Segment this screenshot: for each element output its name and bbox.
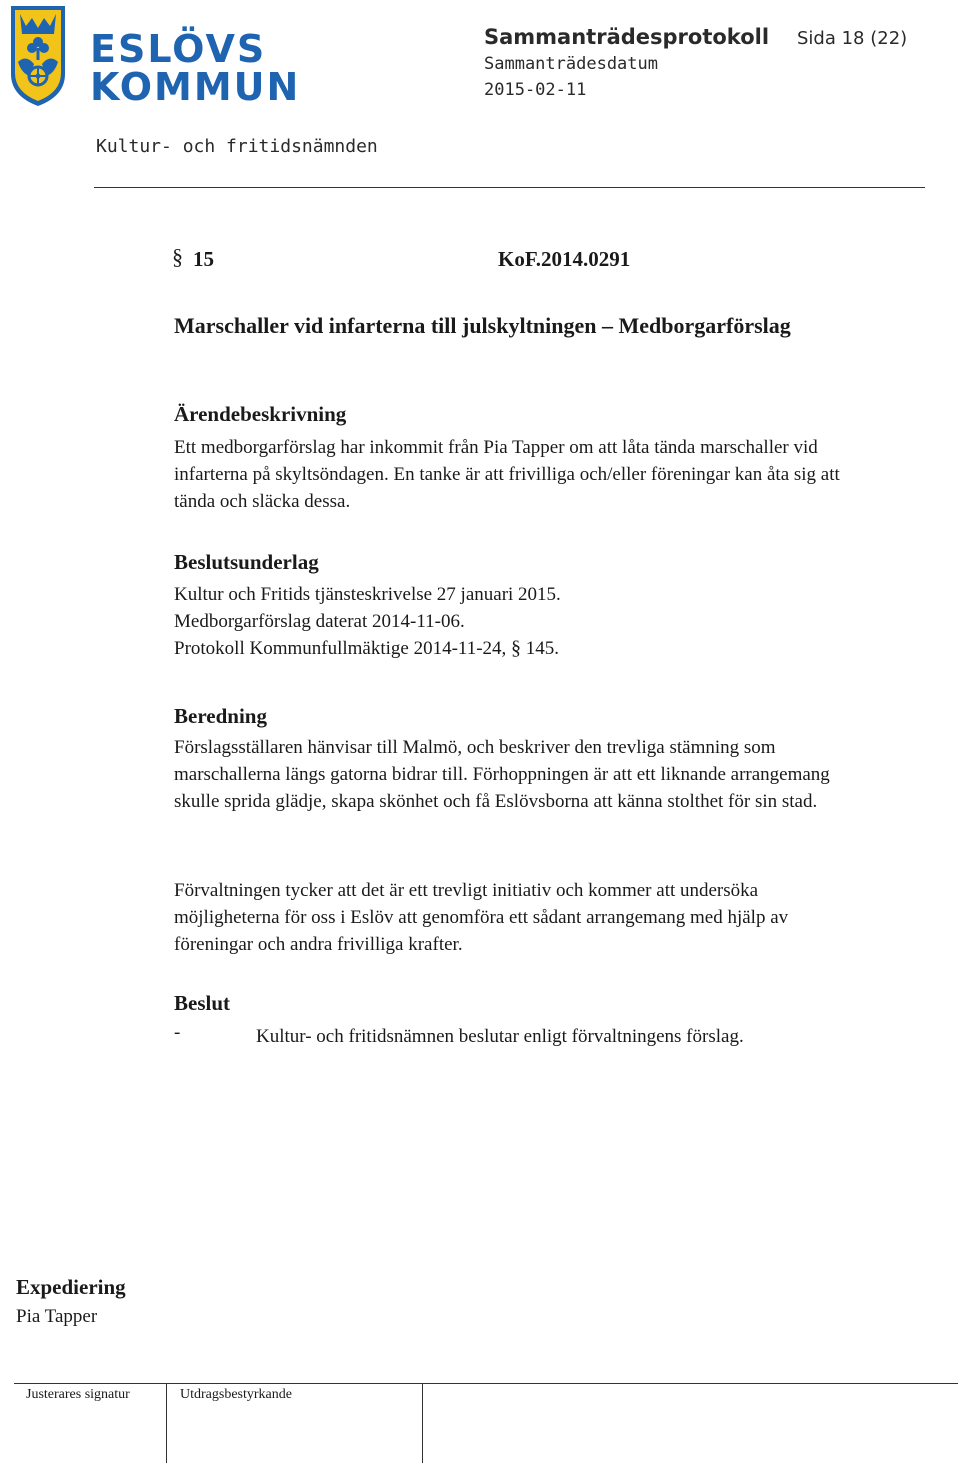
- meeting-date-value: 2015-02-11: [484, 80, 587, 100]
- section-text-beredning-2: Förvaltningen tycker att det är ett trevligt initiativ och kommer att undersöka möjligheterna för oss i Eslöv att genomföra ett sådant arrangemang med hjälp av föreningar och andra frivilliga krafter.: [174, 880, 789, 955]
- section-text-arendebeskrivning: Ett medborgarförslag har inkommit från Pia Tapper om att låta tända marschaller vid infarterna på skyltsöndagen. En tanke är att frivilliga och/eller föreningar kan åta sig att tända och släcka dessa.: [174, 437, 840, 512]
- paragraph-sign: §: [172, 244, 183, 269]
- meeting-date-label: Sammanträdesdatum: [484, 54, 658, 74]
- reference-line: Medborgarförslag daterat 2014-11-06.: [174, 611, 465, 632]
- section-heading-beslutsunderlag: Beslutsunderlag: [174, 550, 319, 574]
- footer-column-divider: [166, 1383, 167, 1463]
- reference-line: [174, 635, 854, 662]
- section-list-beslutsunderlag: [174, 581, 854, 662]
- footer-column-divider: [422, 1383, 423, 1463]
- section-heading-beslut: Beslut: [174, 991, 231, 1015]
- paragraph-sign: §: [511, 637, 522, 659]
- brand-wordmark: [90, 27, 301, 109]
- section-heading-expediering: Expediering: [16, 1275, 126, 1299]
- case-number: KoF.2014.0291: [498, 247, 631, 271]
- header-divider: [94, 187, 925, 188]
- section-heading-arendebeskrivning: Ärendebeskrivning: [174, 402, 347, 426]
- reference-text: Protokoll Kommunfullmäktige 2014-11-24,: [174, 638, 507, 659]
- page-number: Sida 18 (22): [797, 28, 908, 49]
- brand-line-1: ESLÖVS: [90, 27, 267, 71]
- brand-line-2: KOMMUN: [90, 65, 301, 109]
- decision-text: Kultur- och fritidsnämnen beslutar enligt förvaltningens förslag.: [256, 1026, 744, 1047]
- decision-bullet: -: [174, 1022, 181, 1043]
- document-type: Sammanträdesprotokoll: [484, 25, 770, 49]
- paragraph-number: 15: [193, 247, 214, 271]
- extract-certification-label: Utdragsbestyrkande: [180, 1387, 292, 1402]
- section-heading-beredning: Beredning: [174, 704, 267, 728]
- eslov-coat-of-arms-icon: [8, 4, 68, 108]
- reference-number: 145.: [525, 638, 560, 659]
- reference-line: Kultur och Fritids tjänsteskrivelse 27 januari 2015.: [174, 584, 561, 605]
- section-text-beredning-1: Förslagsställaren hänvisar till Malmö, och beskriver den trevliga stämning som marschallerna längs gatorna bidrar till. Förhoppningen är att ett liknande arrangemang skulle sprida glädje, skapa skönhet och få Eslövsborna att känna stolthet för sin stad.: [174, 737, 830, 812]
- footer-divider: [14, 1383, 958, 1384]
- committee-name: Kultur- och fritidsnämnden: [96, 136, 378, 157]
- section-text-expediering: Pia Tapper: [16, 1306, 98, 1327]
- item-title: Marschaller vid infarterna till julskyltningen – Medborgarförslag: [174, 313, 791, 338]
- signature-box-label: Justerares signatur: [26, 1387, 130, 1402]
